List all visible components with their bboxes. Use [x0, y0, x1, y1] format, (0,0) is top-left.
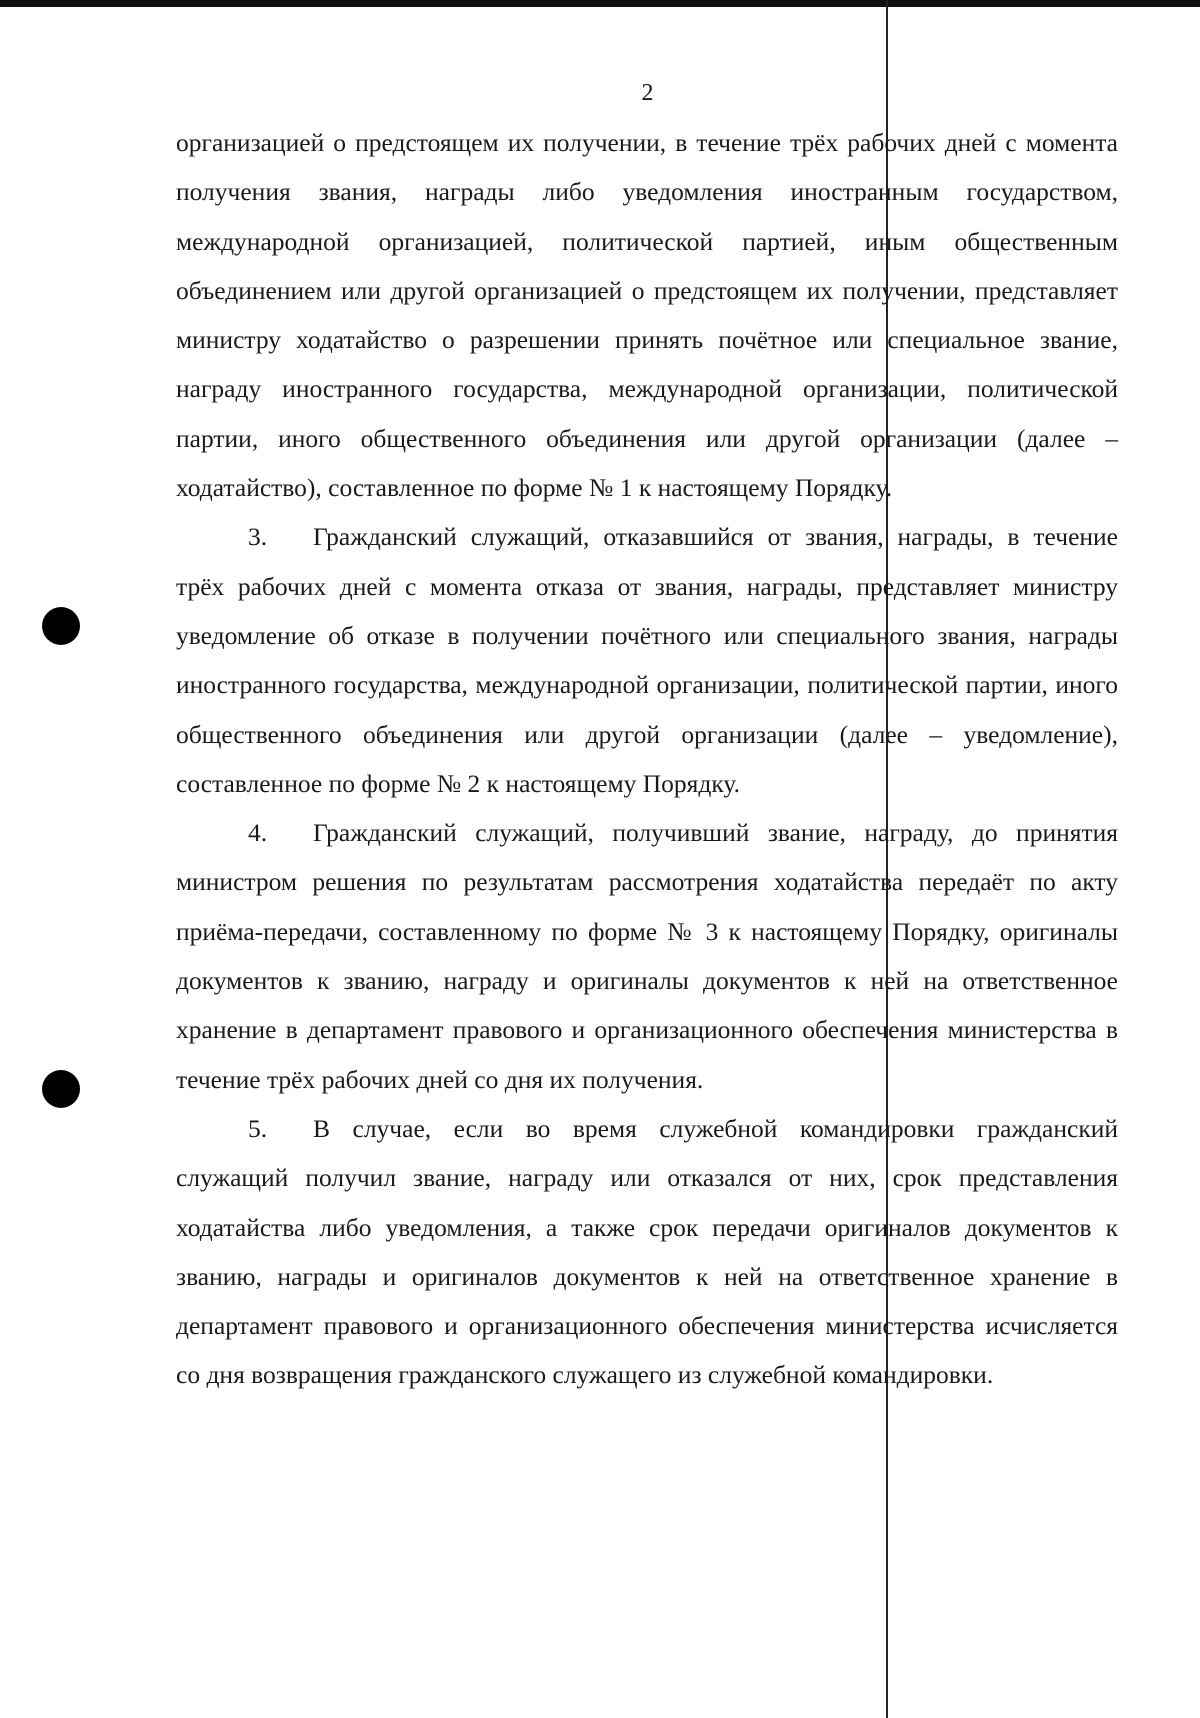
paragraph-text: В случае, если во время служебной командировки гражданский служащий получил звание, награду или отказался от них, срок представления ходатайства либо уведомления, а также срок передачи оригиналов документов к званию, награды и оригиналов документов к ней на ответственное хранение в департамент правового и организационного обеспечения министерства исчисляется со дня возвращения гражданского служащего из служебной командировки.: [176, 1113, 1118, 1390]
punch-hole-icon: [42, 1070, 80, 1108]
page-number: 2: [641, 80, 654, 106]
paragraph-number: 3.: [248, 522, 268, 552]
document-body: [176, 118, 1118, 1400]
paragraph-continuation: [176, 118, 1118, 512]
paragraph-text: организацией о предстоящем их получении, в течение трёх рабочих дней с момента получения звания, награды либо уведомления иностранным государством, международной организацией, политической партией, иным общественным объединением или другой организацией о предстоящем их получении, представляет министру ходатайство о разрешении принять почётное или специальное звание, награду иностранного государства, международной организации, политической партии, иного общественного объединения или другой организации (далее – ходатайство), составленное по форме № 1 к настоящему Порядку.: [176, 128, 1118, 503]
scan-top-border: [0, 0, 1200, 7]
paragraph-5: [176, 1104, 1118, 1400]
paragraph-text: Гражданский служащий, отказавшийся от звания, награды, в течение трёх рабочих дней с момента отказа от звания, награды, представляет министру уведомление об отказе в получении почётного или специального звания, награды иностранного государства, международной организации, политической партии, иного общественного объединения или другой организации (далее – уведомление), составленное по форме № 2 к настоящему Порядку.: [176, 522, 1118, 798]
punch-hole-icon: [42, 607, 80, 645]
paragraph-text: Гражданский служащий, получивший звание, награду, до принятия министром решения по результатам рассмотрения ходатайства передаёт по акту приёма-передачи, составленному по форме № 3 к настоящему Порядку, оригиналы документов к званию, награду и оригиналы документов к ней на ответственное хранение в департамент правового и организационного обеспечения министерства в течение трёх рабочих дней со дня их получения.: [176, 818, 1118, 1094]
paragraph-4: [176, 808, 1118, 1104]
paragraph-number: 5.: [248, 1113, 268, 1143]
paragraph-number: 4.: [248, 818, 268, 848]
paragraph-3: [176, 512, 1118, 808]
